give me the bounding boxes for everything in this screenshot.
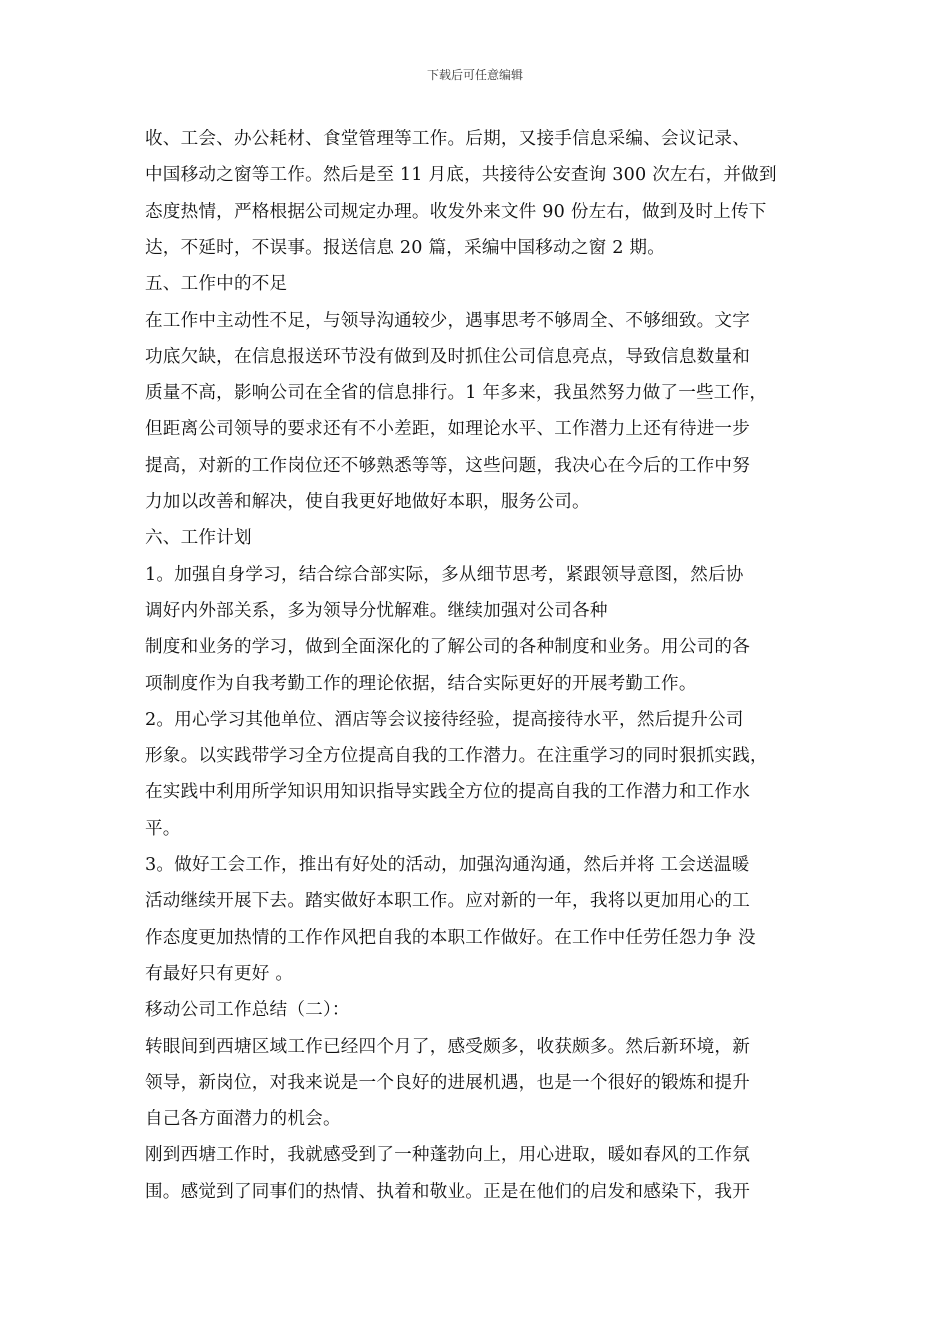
text-line: 2。用心学习其他单位、酒店等会议接待经验，提高接待水平，然后提升公司 bbox=[145, 709, 744, 730]
text-line: 移动公司工作总结（二）： bbox=[145, 1000, 350, 1021]
text-line: 达，不延时，不误事。报送信息 20 篇，采编中国移动之窗 2 期。 bbox=[145, 237, 665, 258]
text-line: 形象。以实践带学习全方位提高自我的工作潜力。在注重学习的同时狠抓实践， bbox=[145, 746, 768, 767]
text-line: 3。做好工会工作，推出有好处的活动，加强沟通沟通，然后并将 工会送温暖 bbox=[145, 855, 750, 875]
text-line: 质量不高，影响公司在全省的信息排行。1 年多来，我虽然努力做了一些工作， bbox=[145, 383, 768, 404]
text-line: 转眼间到西塘区域工作已经四个月了，感受颇多，收获颇多。然后新环境，新 bbox=[145, 1036, 750, 1057]
text-line: 调好内外部关系，多为领导分忧解难。继续加强对公司各种 bbox=[145, 600, 608, 621]
text-line: 但距离公司领导的要求还有不小差距，如理论水平、工作潜力上还有待进一步 bbox=[145, 419, 750, 440]
text-line: 在工作中主动性不足，与领导沟通较少，遇事思考不够周全、不够细致。文字 bbox=[145, 310, 750, 331]
text-line: 自己各方面潜力的机会。 bbox=[145, 1109, 341, 1130]
text-line: 作态度更加热情的工作作风把自我的本职工作做好。在工作中任劳任怨力争 没 bbox=[145, 927, 756, 948]
page-header: 下载后可任意编辑 bbox=[426, 68, 523, 82]
text-line: 在实践中利用所学知识用知识指导实践全方位的提高自我的工作潜力和工作水 bbox=[145, 782, 750, 803]
text-line: 活动继续开展下去。踏实做好本职工作。应对新的一年，我将以更加用心的工 bbox=[145, 891, 750, 912]
text-line: 态度热情，严格根据公司规定办理。收发外来文件 90 份左右，做到及时上传下 bbox=[145, 201, 767, 222]
text-line: 功底欠缺，在信息报送环节没有做到及时抓住公司信息亮点，导致信息数量和 bbox=[145, 346, 750, 367]
text-line: 中国移动之窗等工作。然后是至 11 月底，共接待公安查询 300 次左右，并做到 bbox=[145, 165, 777, 186]
text-line: 有最好只有更好 。 bbox=[145, 963, 294, 984]
text-line: 力加以改善和解决，使自我更好地做好本职，服务公司。 bbox=[145, 492, 590, 512]
text-line: 刚到西塘工作时，我就感受到了一种蓬勃向上，用心进取，暖如春风的工作氛 bbox=[145, 1145, 750, 1166]
text-line: 围。感觉到了同事们的热情、执着和敬业。正是在他们的启发和感染下，我开 bbox=[145, 1181, 750, 1202]
text-line: 提高，对新的工作岗位还不够熟悉等等，这些问题，我决心在今后的工作中努 bbox=[145, 455, 750, 476]
text-line: 平。 bbox=[145, 818, 181, 839]
text-line: 1。加强自身学习，结合综合部实际，多从细节思考，紧跟领导意图，然后协 bbox=[145, 564, 744, 585]
text-line: 收、工会、办公耗材、食堂管理等工作。后期，又接手信息采编、会议记录、 bbox=[145, 129, 750, 149]
text-line: 五、工作中的不足 bbox=[145, 274, 288, 295]
text-line: 项制度作为自我考勤工作的理论依据，结合实际更好的开展考勤工作。 bbox=[145, 673, 697, 694]
text-line: 六、工作计划 bbox=[145, 528, 252, 549]
text-line: 制度和业务的学习，做到全面深化的了解公司的各种制度和业务。用公司的各 bbox=[145, 637, 750, 658]
text-line: 领导，新岗位，对我来说是一个良好的进展机遇，也是一个很好的锻炼和提升 bbox=[145, 1072, 750, 1093]
